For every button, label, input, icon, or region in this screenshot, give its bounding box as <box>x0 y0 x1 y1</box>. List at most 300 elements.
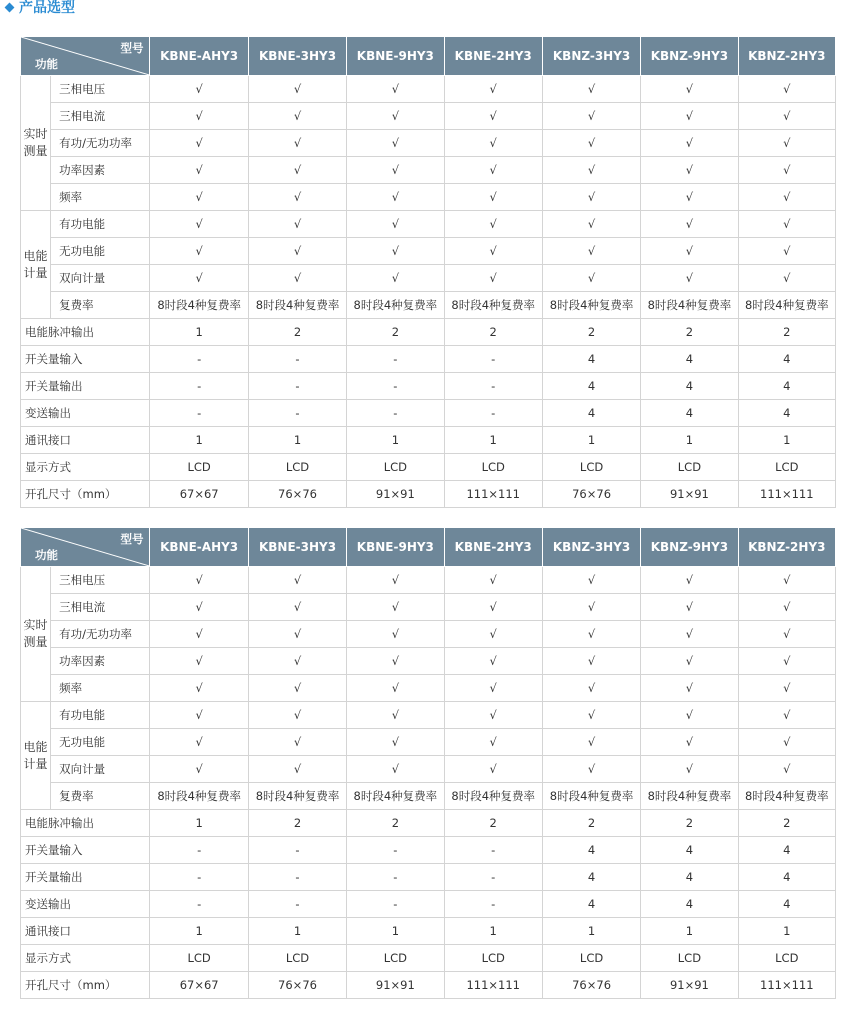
table-cell: √ <box>444 648 542 675</box>
table-cell: 91×91 <box>347 972 444 999</box>
table-cell: 4 <box>542 400 640 427</box>
table-row <box>21 427 836 454</box>
table-cell: √ <box>150 594 248 621</box>
feature-label: 显示方式 <box>21 945 150 972</box>
table-cell: LCD <box>347 945 444 972</box>
model-header: KBNZ-2HY3 <box>738 528 835 567</box>
table-cell: LCD <box>248 945 346 972</box>
table-cell: 67×67 <box>150 972 248 999</box>
table-cell: √ <box>150 648 248 675</box>
table-cell: LCD <box>738 945 835 972</box>
feature-label: 变送输出 <box>21 400 150 427</box>
feature-label: 三相电压 <box>51 76 150 103</box>
feature-label: 双向计量 <box>51 265 150 292</box>
table-cell: √ <box>248 702 346 729</box>
table-row <box>21 810 836 837</box>
table-cell: √ <box>641 211 738 238</box>
table-cell: √ <box>641 567 738 594</box>
table-cell: 1 <box>347 427 444 454</box>
product-selection-table-copy <box>20 528 836 999</box>
table-cell: √ <box>248 184 346 211</box>
table-cell: 4 <box>641 837 738 864</box>
table-cell: 8时段4种复费率 <box>738 783 835 810</box>
table-cell: √ <box>347 184 444 211</box>
model-header: KBNE-2HY3 <box>444 37 542 76</box>
table-cell: 1 <box>542 918 640 945</box>
table-row <box>21 373 836 400</box>
table-cell: - <box>248 891 346 918</box>
table-cell: √ <box>444 702 542 729</box>
table-cell: √ <box>641 675 738 702</box>
table-row <box>21 76 836 103</box>
table-cell: √ <box>738 265 835 292</box>
header-row <box>21 37 836 76</box>
table-cell: √ <box>641 265 738 292</box>
table-cell: 8时段4种复费率 <box>542 292 640 319</box>
table-cell: 2 <box>347 319 444 346</box>
table-cell: - <box>444 346 542 373</box>
model-header: KBNE-3HY3 <box>248 37 346 76</box>
feature-label: 开孔尺寸（mm） <box>21 481 150 508</box>
feature-label: 电能脉冲输出 <box>21 319 150 346</box>
table-cell: √ <box>542 756 640 783</box>
table-cell: LCD <box>738 454 835 481</box>
table-cell: √ <box>444 265 542 292</box>
table-cell: √ <box>444 729 542 756</box>
table-cell: - <box>347 864 444 891</box>
table-cell: LCD <box>444 945 542 972</box>
group-label: 实时测量 <box>21 567 51 702</box>
table-cell: LCD <box>347 454 444 481</box>
table-cell: √ <box>542 729 640 756</box>
table-cell: √ <box>150 621 248 648</box>
header-function-label: 功能 <box>35 548 58 562</box>
table-cell: √ <box>248 157 346 184</box>
table-cell: - <box>444 891 542 918</box>
table-cell: √ <box>641 184 738 211</box>
table-cell: 2 <box>248 319 346 346</box>
model-header: KBNE-9HY3 <box>347 528 444 567</box>
table-cell: 8时段4种复费率 <box>150 783 248 810</box>
table-cell: √ <box>738 211 835 238</box>
model-header: KBNZ-3HY3 <box>542 528 640 567</box>
table-cell: √ <box>248 756 346 783</box>
table-row <box>21 891 836 918</box>
table-cell: LCD <box>444 454 542 481</box>
table-cell: - <box>150 400 248 427</box>
table-cell: 2 <box>738 319 835 346</box>
table-row <box>21 211 836 238</box>
table-cell: √ <box>641 76 738 103</box>
table-cell: 8时段4种复费率 <box>150 292 248 319</box>
model-header: KBNE-AHY3 <box>150 528 248 567</box>
product-selection-table <box>20 37 836 508</box>
table-cell: 8时段4种复费率 <box>738 292 835 319</box>
model-header: KBNZ-9HY3 <box>641 37 738 76</box>
table-row <box>21 103 836 130</box>
table-cell: 4 <box>641 346 738 373</box>
table-cell: - <box>347 891 444 918</box>
table-cell: √ <box>347 157 444 184</box>
feature-label: 有功电能 <box>51 211 150 238</box>
feature-label: 三相电流 <box>51 594 150 621</box>
feature-label: 通讯接口 <box>21 918 150 945</box>
table-cell: 111×111 <box>738 972 835 999</box>
table-cell: √ <box>347 238 444 265</box>
table-cell: - <box>248 400 346 427</box>
table-cell: √ <box>248 130 346 157</box>
table-cell: - <box>150 891 248 918</box>
table-cell: 2 <box>738 810 835 837</box>
feature-label: 双向计量 <box>51 756 150 783</box>
group-label: 电能计量 <box>21 702 51 810</box>
group-label: 实时测量 <box>21 76 51 211</box>
table-cell: 91×91 <box>347 481 444 508</box>
table-cell: LCD <box>150 454 248 481</box>
feature-label: 通讯接口 <box>21 427 150 454</box>
table-cell: - <box>347 346 444 373</box>
header-model-label: 型号 <box>120 41 144 55</box>
table-row <box>21 783 836 810</box>
table-cell: √ <box>150 729 248 756</box>
table-row <box>21 319 836 346</box>
table-row <box>21 265 836 292</box>
table-cell: - <box>444 373 542 400</box>
table-cell: - <box>150 346 248 373</box>
table-cell: √ <box>347 130 444 157</box>
table-cell: 76×76 <box>248 481 346 508</box>
table-cell: √ <box>641 103 738 130</box>
table-cell: √ <box>641 157 738 184</box>
table-cell: - <box>150 864 248 891</box>
table-cell: - <box>248 864 346 891</box>
table-row <box>21 756 836 783</box>
table-cell: √ <box>248 621 346 648</box>
feature-label: 开关量输出 <box>21 864 150 891</box>
table-row <box>21 184 836 211</box>
table-cell: √ <box>542 702 640 729</box>
model-header: KBNE-9HY3 <box>347 37 444 76</box>
feature-label: 电能脉冲输出 <box>21 810 150 837</box>
table-row <box>21 837 836 864</box>
table-cell: LCD <box>641 945 738 972</box>
table-cell: √ <box>444 130 542 157</box>
table-cell: √ <box>542 211 640 238</box>
table-cell: LCD <box>542 454 640 481</box>
table-cell: √ <box>641 729 738 756</box>
table-cell: √ <box>347 729 444 756</box>
table-cell: √ <box>444 756 542 783</box>
model-header: KBNE-2HY3 <box>444 528 542 567</box>
feature-label: 开孔尺寸（mm） <box>21 972 150 999</box>
table-row <box>21 945 836 972</box>
diamond-bullet-icon <box>5 3 15 13</box>
table-cell: √ <box>738 594 835 621</box>
feature-label: 三相电压 <box>51 567 150 594</box>
table-cell: 4 <box>738 400 835 427</box>
table-cell: √ <box>738 675 835 702</box>
feature-label: 无功电能 <box>51 238 150 265</box>
table-cell: √ <box>641 238 738 265</box>
table-row <box>21 675 836 702</box>
table-cell: 4 <box>542 891 640 918</box>
table-cell: 4 <box>738 891 835 918</box>
table-cell: 8时段4种复费率 <box>444 292 542 319</box>
table-cell: √ <box>738 648 835 675</box>
header-corner-cell <box>21 528 150 567</box>
table-cell: √ <box>248 567 346 594</box>
table-cell: √ <box>444 238 542 265</box>
table-row <box>21 594 836 621</box>
table-cell: √ <box>542 130 640 157</box>
feature-label: 开关量输入 <box>21 837 150 864</box>
table-cell: √ <box>248 76 346 103</box>
table-cell: 111×111 <box>444 481 542 508</box>
table-cell: 1 <box>150 810 248 837</box>
table-cell: √ <box>444 76 542 103</box>
feature-label: 有功/无功功率 <box>51 621 150 648</box>
table-cell: 67×67 <box>150 481 248 508</box>
table-cell: 8时段4种复费率 <box>347 783 444 810</box>
header-model-label: 型号 <box>120 532 144 546</box>
model-header: KBNE-3HY3 <box>248 528 346 567</box>
feature-label: 变送输出 <box>21 891 150 918</box>
table-cell: 1 <box>248 918 346 945</box>
table-cell: √ <box>738 130 835 157</box>
table-cell: √ <box>444 103 542 130</box>
table-cell: √ <box>542 103 640 130</box>
header-function-label: 功能 <box>35 57 58 71</box>
table-cell: 8时段4种复费率 <box>248 292 346 319</box>
table-cell: 91×91 <box>641 481 738 508</box>
table-cell: 1 <box>542 427 640 454</box>
table-cell: 2 <box>641 319 738 346</box>
table-cell: 8时段4种复费率 <box>444 783 542 810</box>
table-row <box>21 346 836 373</box>
table-cell: √ <box>150 184 248 211</box>
table-cell: √ <box>641 702 738 729</box>
table-cell: - <box>444 400 542 427</box>
table-cell: 1 <box>641 918 738 945</box>
table-cell: √ <box>347 702 444 729</box>
table-cell: √ <box>738 184 835 211</box>
table-cell: √ <box>542 265 640 292</box>
table-cell: √ <box>542 76 640 103</box>
table-cell: √ <box>347 567 444 594</box>
feature-label: 有功电能 <box>51 702 150 729</box>
table-row <box>21 729 836 756</box>
table-cell: √ <box>738 567 835 594</box>
table-row <box>21 454 836 481</box>
table-row <box>21 918 836 945</box>
table-cell: 2 <box>248 810 346 837</box>
table-cell: - <box>150 373 248 400</box>
table-cell: 1 <box>150 918 248 945</box>
table-cell: 2 <box>444 810 542 837</box>
table-row <box>21 864 836 891</box>
table-row <box>21 648 836 675</box>
table-cell: 8时段4种复费率 <box>641 783 738 810</box>
table-row <box>21 972 836 999</box>
table-cell: 76×76 <box>542 972 640 999</box>
feature-label: 三相电流 <box>51 103 150 130</box>
table-cell: √ <box>738 76 835 103</box>
table-cell: √ <box>542 157 640 184</box>
feature-label: 复费率 <box>51 783 150 810</box>
table-cell: √ <box>347 103 444 130</box>
table-cell: - <box>150 837 248 864</box>
table-cell: √ <box>150 211 248 238</box>
table-cell: √ <box>150 567 248 594</box>
table-cell: 1 <box>150 427 248 454</box>
table-cell: - <box>248 837 346 864</box>
table-cell: √ <box>347 621 444 648</box>
table-cell: 1 <box>444 427 542 454</box>
table-cell: √ <box>641 648 738 675</box>
table-cell: √ <box>248 648 346 675</box>
table-cell: √ <box>248 729 346 756</box>
feature-label: 频率 <box>51 184 150 211</box>
table-cell: √ <box>738 621 835 648</box>
table-cell: 4 <box>641 400 738 427</box>
table-cell: √ <box>150 265 248 292</box>
table-cell: √ <box>150 157 248 184</box>
table-cell: - <box>248 373 346 400</box>
table-cell: √ <box>738 756 835 783</box>
table-cell: √ <box>738 157 835 184</box>
table-cell: √ <box>150 675 248 702</box>
table-cell: √ <box>641 621 738 648</box>
feature-label: 功率因素 <box>51 648 150 675</box>
section-title-text: 产品选型 <box>19 0 75 16</box>
group-label: 电能计量 <box>21 211 51 319</box>
table-cell: √ <box>347 594 444 621</box>
table-cell: √ <box>150 130 248 157</box>
table-cell: 1 <box>248 427 346 454</box>
feature-label: 显示方式 <box>21 454 150 481</box>
table-cell: √ <box>347 265 444 292</box>
table-cell: 91×91 <box>641 972 738 999</box>
table-cell: 76×76 <box>248 972 346 999</box>
table-cell: √ <box>542 238 640 265</box>
table-cell: √ <box>641 130 738 157</box>
feature-label: 有功/无功功率 <box>51 130 150 157</box>
model-header: KBNE-AHY3 <box>150 37 248 76</box>
table-cell: - <box>347 837 444 864</box>
table-cell: - <box>444 837 542 864</box>
table-cell: 4 <box>738 373 835 400</box>
table-cell: √ <box>444 567 542 594</box>
table-cell: 76×76 <box>542 481 640 508</box>
table-cell: 8时段4种复费率 <box>542 783 640 810</box>
model-header: KBNZ-2HY3 <box>738 37 835 76</box>
table-cell: 111×111 <box>444 972 542 999</box>
table-cell: LCD <box>248 454 346 481</box>
table-cell: 4 <box>641 864 738 891</box>
table-cell: √ <box>444 594 542 621</box>
table-cell: 4 <box>542 837 640 864</box>
table-cell: LCD <box>542 945 640 972</box>
table-cell: √ <box>542 648 640 675</box>
table-cell: - <box>248 346 346 373</box>
table-cell: 4 <box>641 373 738 400</box>
table-cell: 4 <box>542 346 640 373</box>
table-cell: √ <box>738 103 835 130</box>
table-cell: 1 <box>738 427 835 454</box>
table-cell: √ <box>347 211 444 238</box>
table-cell: √ <box>641 594 738 621</box>
feature-label: 无功电能 <box>51 729 150 756</box>
table-cell: √ <box>738 729 835 756</box>
table-cell: √ <box>248 211 346 238</box>
table-cell: - <box>347 400 444 427</box>
table-row <box>21 157 836 184</box>
table-row <box>21 702 836 729</box>
table-cell: √ <box>542 184 640 211</box>
feature-label: 功率因素 <box>51 157 150 184</box>
model-header: KBNZ-9HY3 <box>641 528 738 567</box>
table-cell: 2 <box>444 319 542 346</box>
table-cell: √ <box>150 103 248 130</box>
table-cell: LCD <box>150 945 248 972</box>
table-cell: √ <box>150 76 248 103</box>
table-cell: √ <box>444 621 542 648</box>
table-cell: √ <box>150 238 248 265</box>
table-cell: √ <box>738 702 835 729</box>
feature-label: 复费率 <box>51 292 150 319</box>
table-cell: 1 <box>738 918 835 945</box>
table-cell: √ <box>444 211 542 238</box>
table-cell: 8时段4种复费率 <box>347 292 444 319</box>
table-cell: 8时段4种复费率 <box>641 292 738 319</box>
table-cell: 8时段4种复费率 <box>248 783 346 810</box>
table-cell: 1 <box>347 918 444 945</box>
table-cell: √ <box>542 675 640 702</box>
table-row <box>21 481 836 508</box>
table-cell: √ <box>347 756 444 783</box>
table-cell: √ <box>542 567 640 594</box>
feature-label: 频率 <box>51 675 150 702</box>
table-row <box>21 621 836 648</box>
table-cell: √ <box>347 648 444 675</box>
table-cell: 4 <box>641 891 738 918</box>
table-cell: √ <box>542 621 640 648</box>
table-cell: - <box>444 864 542 891</box>
table-cell: 2 <box>542 810 640 837</box>
section-title <box>4 0 75 18</box>
table-cell: 1 <box>150 319 248 346</box>
table-cell: √ <box>248 265 346 292</box>
table-cell: - <box>347 373 444 400</box>
header-corner-cell <box>21 37 150 76</box>
table-cell: 4 <box>738 837 835 864</box>
table-row <box>21 238 836 265</box>
table-cell: 2 <box>347 810 444 837</box>
table-row <box>21 130 836 157</box>
table-cell: 2 <box>542 319 640 346</box>
feature-label: 开关量输出 <box>21 373 150 400</box>
table-row <box>21 567 836 594</box>
table-cell: 4 <box>542 864 640 891</box>
header-row <box>21 528 836 567</box>
table-row <box>21 292 836 319</box>
table-cell: √ <box>248 675 346 702</box>
table-cell: √ <box>150 702 248 729</box>
feature-label: 开关量输入 <box>21 346 150 373</box>
table-cell: 4 <box>542 373 640 400</box>
table-cell: 4 <box>738 864 835 891</box>
model-header: KBNZ-3HY3 <box>542 37 640 76</box>
